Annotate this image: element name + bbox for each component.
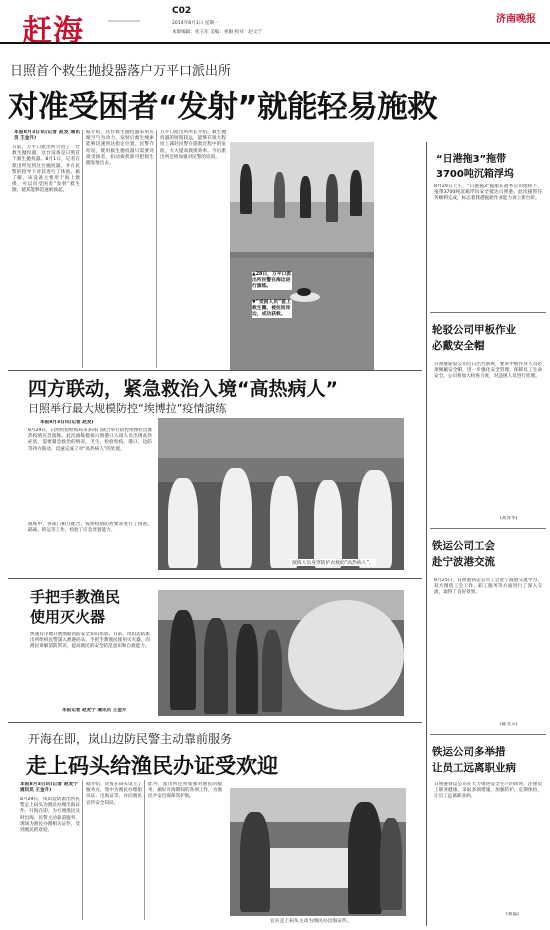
- story3-headline: 手把手教渔民: [30, 588, 121, 606]
- story3-photo: [158, 590, 404, 716]
- story4-top-rule: [8, 722, 422, 723]
- sidebar-s2-title-2: 必戴安全帽: [432, 340, 485, 352]
- sidebar-s3-title: 铁运公司工会: [432, 540, 495, 552]
- sidebar-s1-title: “日港拖3”拖带: [436, 154, 507, 165]
- story1-photo: [230, 142, 374, 370]
- story2-body-b: 演练中，各部门相互配合，按照疫情防控要求进行了排查、隔离、转运等工作，检验了应急处置能力。: [28, 522, 152, 534]
- sidebar-s3-byline: (陈文义): [500, 722, 518, 727]
- story4-byline: 本报8月3日讯(记者 赵发宁 通讯员 王金升): [20, 782, 78, 794]
- story2-caption: 演练人员身穿防护衣救助“高热病人”。: [292, 561, 374, 566]
- story1-caption-1: ▲28日，万平口派出所民警在海边进行演练。: [252, 272, 292, 289]
- story2-photo: [158, 418, 404, 570]
- sidebar-rule: [430, 312, 546, 313]
- story1-body-col2: 据介绍，这台救生抛投器采用压缩空气为动力，发射后救生绳索能够迅速到达指定位置。民警介绍说，使用救生抛投器只需要对准受困者，扣动扳机即可把救生圈发射出去。: [86, 130, 154, 167]
- story1-caption-2: ▼“受困人员”套上救生圈，被拉回岸边，成功获救。: [252, 300, 291, 317]
- editor-line: 本版编辑：化玉军 美编：祖眼 校对：赵文宁: [172, 30, 263, 35]
- date-line: 2014年8月1日 星期一: [172, 21, 219, 26]
- story2-headline: 四方联动，紧急救治入境“高热病人”: [28, 378, 338, 400]
- story4-caption: 官兵走上码头主动为渔民办出海证件。: [270, 919, 352, 924]
- story1-body-col1: 日前，万平口派出所引进了一台救生抛投器，这台设备是日照首个救生抛投器。8月1日，记者在派出所见到这台抛投器，并在民警的指导下对其进行了体验。据了解，该设备主要用于海上救援，可以向受困者“发射”救生圈，使其能够迅速被救起。: [12, 145, 80, 194]
- sidebar-rule: [430, 528, 546, 529]
- story1-col-rule: [82, 130, 83, 368]
- sidebar-divider: [426, 142, 427, 926]
- story2-top-rule: [8, 370, 422, 371]
- sidebar-rule: [430, 734, 546, 735]
- story4-photo: [230, 788, 406, 916]
- story4-col-rule: [82, 780, 83, 920]
- sidebar-s2-title: 轮驳公司甲板作业: [432, 324, 516, 336]
- story1-body-col3: 万平口派出所所长介绍，救生抛投器的射程较远，能够在很大程度上减轻民警在施救过程中的危险，大大提高救援效率。今后派出所还将加强对民警的培训。: [160, 130, 226, 160]
- story2-byline: 本报8月3日讯(记者 赵发): [40, 420, 94, 425]
- story4-body-col3: 此外，派出所还将加强对渔民的服务，做好开海期间的各项工作，为渔民平安出海保驾护航。: [148, 782, 222, 800]
- sidebar-s4-body: 日照港铁运公司在大力推进安全生产的同时，注重员工职业健康，采取多项措施，加强防护，定期体检，让员工远离职业病。: [434, 782, 542, 800]
- story3-byline: 本报记者 赵发宁 通讯员 王金升: [62, 708, 127, 713]
- story4-col-rule: [144, 780, 145, 920]
- story1-col-rule: [156, 130, 157, 368]
- story1-headline: 对准受困者“发射”就能轻易施救: [8, 90, 438, 125]
- sidebar-s3-body: 8月25日，日照港铁运公司工会赴宁波港交流学习，双方围绕工会工作、职工服务等方面进行了深入交流，取得了良好效果。: [434, 578, 542, 596]
- story2-body-a: 8月29日，日照检验检疫局等多部门联合举行防控埃博拉出血热疫情应急演练。此次演练模拟日照港口入境人员出现高热症状，需要紧急救治的情况，卫生、检验检疫、港口、边防等四方联动，迅速完成了对“高热病人”的处置。: [28, 428, 152, 452]
- sidebar-s1-body: 8月29日上午，“日港拖3”拖船在港务公司指挥下，拖带3700吨沉箱浮坞安全抵达日照港。此次拖带任务顺利完成，标志着我港拖轮作业能力再上新台阶。: [434, 184, 542, 202]
- story4-headline: 走上码头给渔民办证受欢迎: [26, 754, 278, 778]
- page-number: C02: [172, 6, 192, 16]
- masthead-rule: [0, 42, 550, 44]
- masthead-decoration: [108, 20, 140, 22]
- story4-body-col2: 据介绍，民警在码头设立了服务点，集中为渔民办理船员证、出海证等，并向渔民宣传安全知识。: [86, 782, 142, 806]
- story3-body: 快速有序地开展渔船消防安全知识培训。日前，岚山边防派出所组织民警深入渔港码头，手把手教渔民使用灭火器，向渔民讲解消防常识，提高渔民的安全防范意识和自救能力。: [30, 632, 150, 650]
- sidebar-s3-title-2: 赴宁波港交流: [432, 556, 495, 568]
- sidebar-s4-title-2: 让员工远离职业病: [432, 762, 516, 774]
- story3-top-rule: [8, 578, 422, 579]
- story4-body-col1: 8月29日，岚山边防派出所民警走上码头为渔民办理出海证件。开海在即，为方便渔民及时出海，民警主动靠前服务，现场为渔民办理相关证件，受到渔民的欢迎。: [20, 797, 80, 834]
- story4-kicker: 开海在即，岚山边防民警主动靠前服务: [28, 732, 233, 746]
- sidebar-s4-byline: (刘磊): [506, 912, 519, 917]
- sidebar-s2-body: 日照港轮驳公司近日出台新规，要求甲板作业人员必须佩戴安全帽，进一步强化安全管理，保障员工生命安全。公司将加大检查力度，对违规人员进行处理。: [434, 362, 542, 380]
- story1-kicker: 日照首个救生抛投器落户万平口派出所: [10, 64, 232, 79]
- sidebar-s1-title-2: 3700吨沉箱浮坞: [436, 169, 514, 180]
- sidebar-s4-title: 铁运公司多举措: [432, 746, 506, 758]
- masthead-brand: 赶海: [22, 14, 84, 49]
- story2-subhead: 日照举行最大规模防控“埃博拉”疫情演练: [28, 402, 227, 415]
- sidebar-s2-byline: (高显华): [500, 516, 518, 521]
- paper-logo: 济南晚报: [496, 14, 536, 25]
- story3-headline-2: 使用灭火器: [30, 608, 106, 626]
- story1-byline: 本报8月3日讯(记者 赵发 通讯员 王金升): [14, 130, 80, 142]
